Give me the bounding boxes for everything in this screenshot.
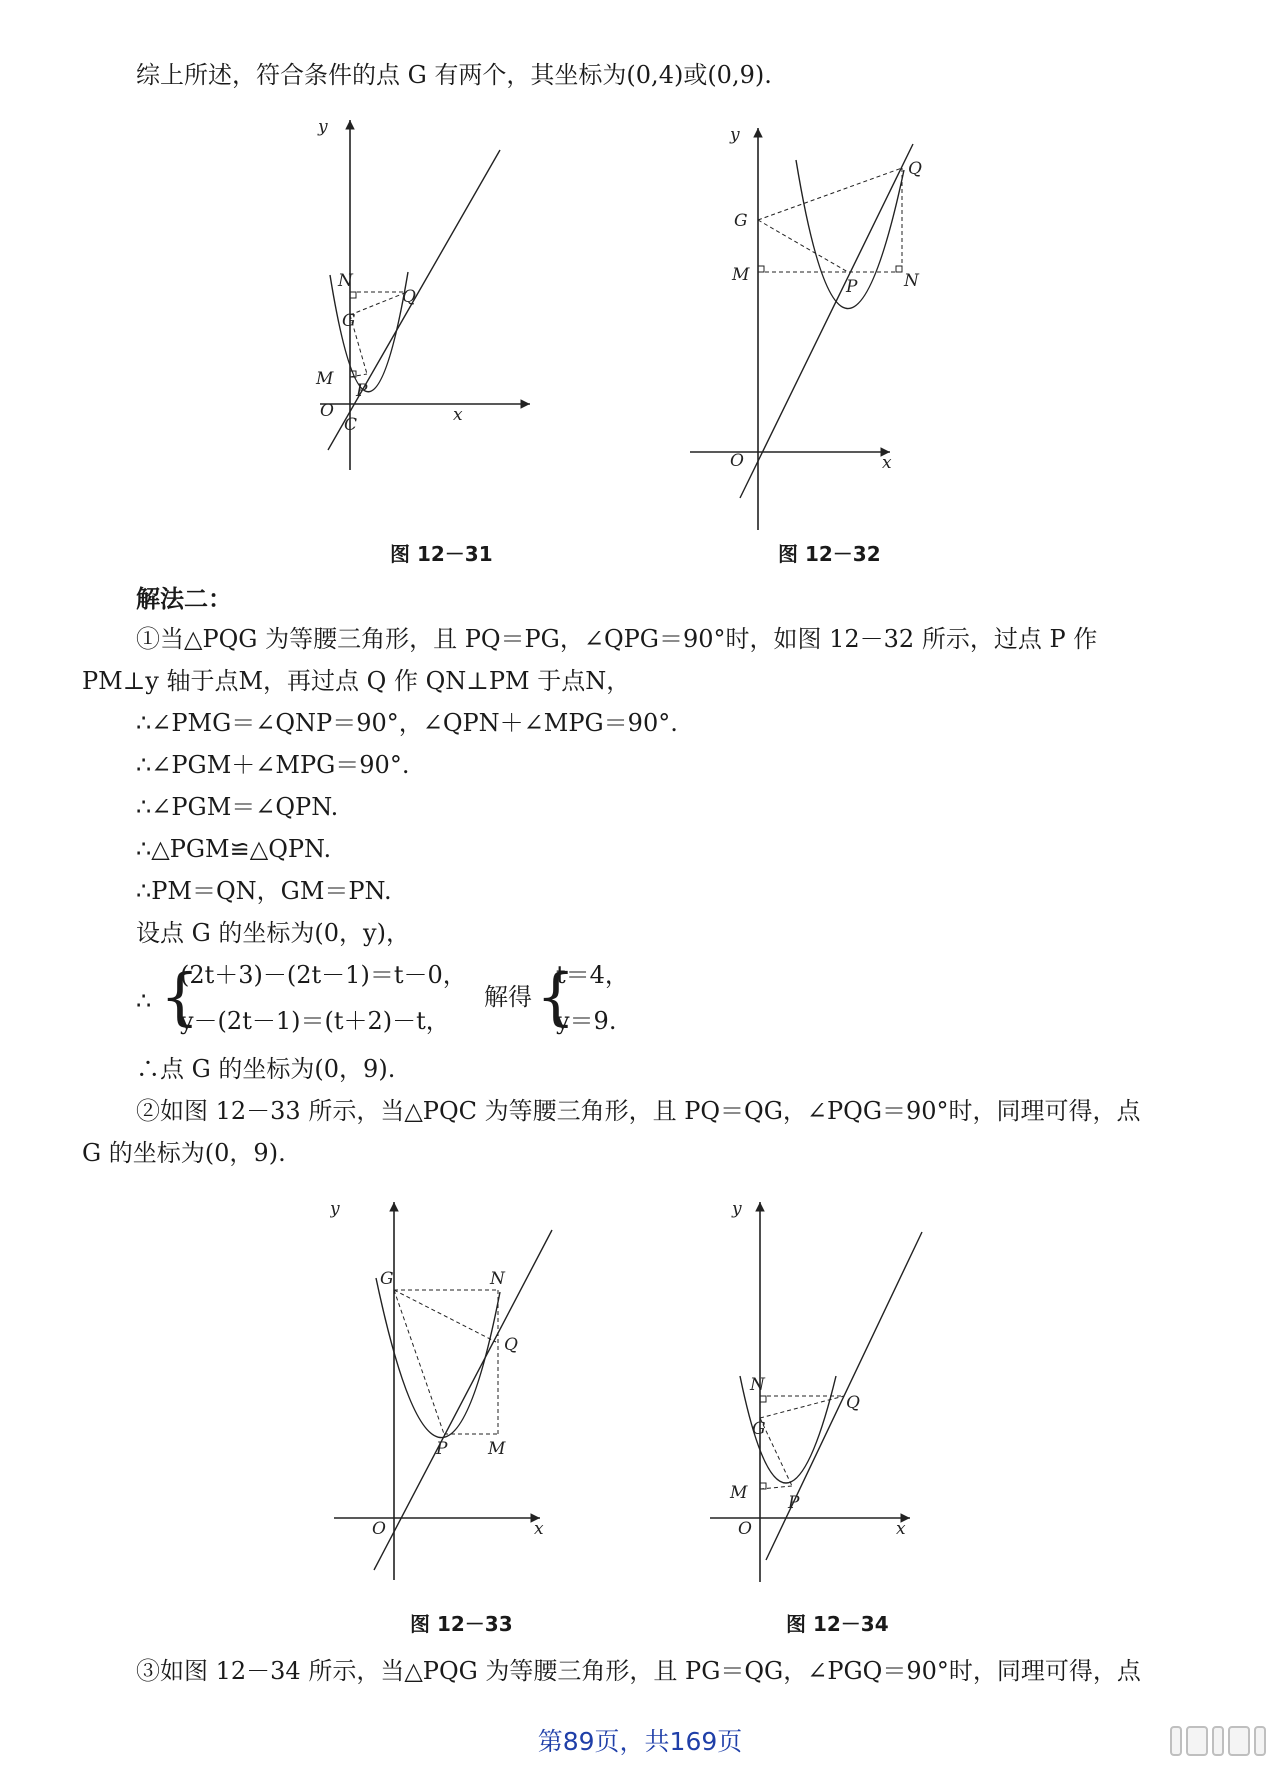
left-brace: { [160,960,200,1033]
dash-gp [394,1290,444,1434]
toolbar-icon[interactable] [1228,1726,1250,1756]
figure-12-31-caption: 图 12－31 [390,542,493,566]
para1-line2: PM⊥y 轴于点M，再过点 Q 作 QN⊥PM 于点N， [82,667,631,695]
figure-12-34 [700,1190,940,1600]
label-p: P [436,1439,448,1459]
para1-line1: ①当△PQG 为等腰三角形，且 PQ＝PG，∠QPG＝90°时，如图 12－32 所示，过点 P 作 [136,625,1098,653]
label-g: G [342,311,356,331]
figure-12-32-graph [690,110,930,530]
label-c: C [344,415,358,435]
label-q: Q [846,1393,860,1413]
label-m: M [730,1483,748,1503]
figure-12-31-graph [310,110,550,530]
label-y: y [732,1199,742,1219]
figure-12-32 [690,110,930,530]
label-o: O [320,401,334,421]
step7: ∴点 G 的坐标为(0，9). [136,1055,396,1083]
label-o: O [738,1519,752,1539]
toolbar-icon[interactable] [1254,1726,1266,1756]
label-q: Q [908,159,922,179]
figure-12-32-caption: 图 12－32 [778,542,881,566]
step5: ∴PM＝QN，GM＝PN. [136,877,392,905]
para2-line2: G 的坐标为(0，9). [82,1139,286,1167]
label-m: M [732,265,750,285]
figure-12-33-caption: 图 12－33 [410,1612,513,1636]
label-y: y [318,117,328,137]
right-angle-m [758,266,764,272]
label-n: N [904,271,919,291]
label-g: G [752,1419,766,1439]
label-x: x [896,1519,906,1539]
figure-12-31 [310,110,550,530]
right-angle-n [896,266,902,272]
toolbar-icon[interactable] [1212,1726,1224,1756]
label-n: N [490,1269,505,1289]
step3: ∴∠PGM＝∠QPN. [136,793,339,821]
step1: ∴∠PMG＝∠QNP＝90°，∠QPN＋∠MPG＝90°. [136,709,678,737]
equation-system [136,960,736,1040]
right-brace: { [536,960,576,1033]
label-x: x [534,1519,544,1539]
figure-12-33 [330,1190,580,1600]
line-graph [740,144,913,498]
label-p: P [356,381,368,401]
label-n: N [750,1375,765,1395]
step2: ∴∠PGM＋∠MPG＝90°. [136,751,410,779]
solve-label: 解得 [484,983,532,1011]
dash-gq [760,1396,844,1418]
para2-line1: ②如图 12－33 所示，当△PQC 为等腰三角形，且 PQ＝QG，∠PQG＝90°时，同理可得，点 [136,1097,1141,1125]
figure-12-34-graph [700,1190,940,1600]
label-g: G [380,1269,394,1289]
solution-2: y＝9. [556,1007,617,1035]
toolbar-icon[interactable] [1186,1726,1208,1756]
label-o: O [372,1519,386,1539]
label-q: Q [504,1335,518,1355]
step4: ∴△PGM≌△QPN. [136,835,332,863]
conclusion-line: 综上所述，符合条件的点 G 有两个，其坐标为(0,4)或(0,9). [136,61,772,89]
figure-12-33-graph [330,1190,580,1600]
label-p: P [788,1493,800,1513]
equation-2: y－(2t－1)＝(t＋2)－t， [180,1007,450,1035]
right-angle-n [760,1396,766,1402]
label-q: Q [402,287,416,307]
equation-1: (2t＋3)－(2t－1)＝t－0， [180,961,467,989]
dash-gq [350,292,407,315]
line-graph [374,1230,552,1570]
label-o: O [730,451,744,471]
method-heading: 解法二： [136,585,232,613]
dash-gq [394,1290,496,1342]
right-angle-m [760,1483,766,1489]
viewer-toolbar[interactable] [1170,1726,1266,1756]
para3-line1: ③如图 12－34 所示，当△PQG 为等腰三角形，且 PG＝QG，∠PGQ＝90°时，同理可得，点 [136,1657,1141,1685]
label-x: x [882,453,892,473]
label-x: x [453,405,463,425]
label-y: y [330,1199,340,1219]
figure-12-34-caption: 图 12－34 [786,1612,889,1636]
label-n: N [338,271,353,291]
label-m: M [316,369,334,389]
label-m: M [488,1439,506,1459]
therefore-symbol: ∴ [136,987,152,1015]
label-g: G [734,211,748,231]
label-y: y [730,125,740,145]
step6: 设点 G 的坐标为(0，y)， [136,919,410,947]
right-angle-n [350,292,356,298]
dash-gp [758,220,848,272]
page-indicator: 第89页，共169页 [537,1727,743,1756]
label-p: P [846,277,858,297]
solution-1: t＝4， [556,961,629,989]
toolbar-icon[interactable] [1170,1726,1182,1756]
